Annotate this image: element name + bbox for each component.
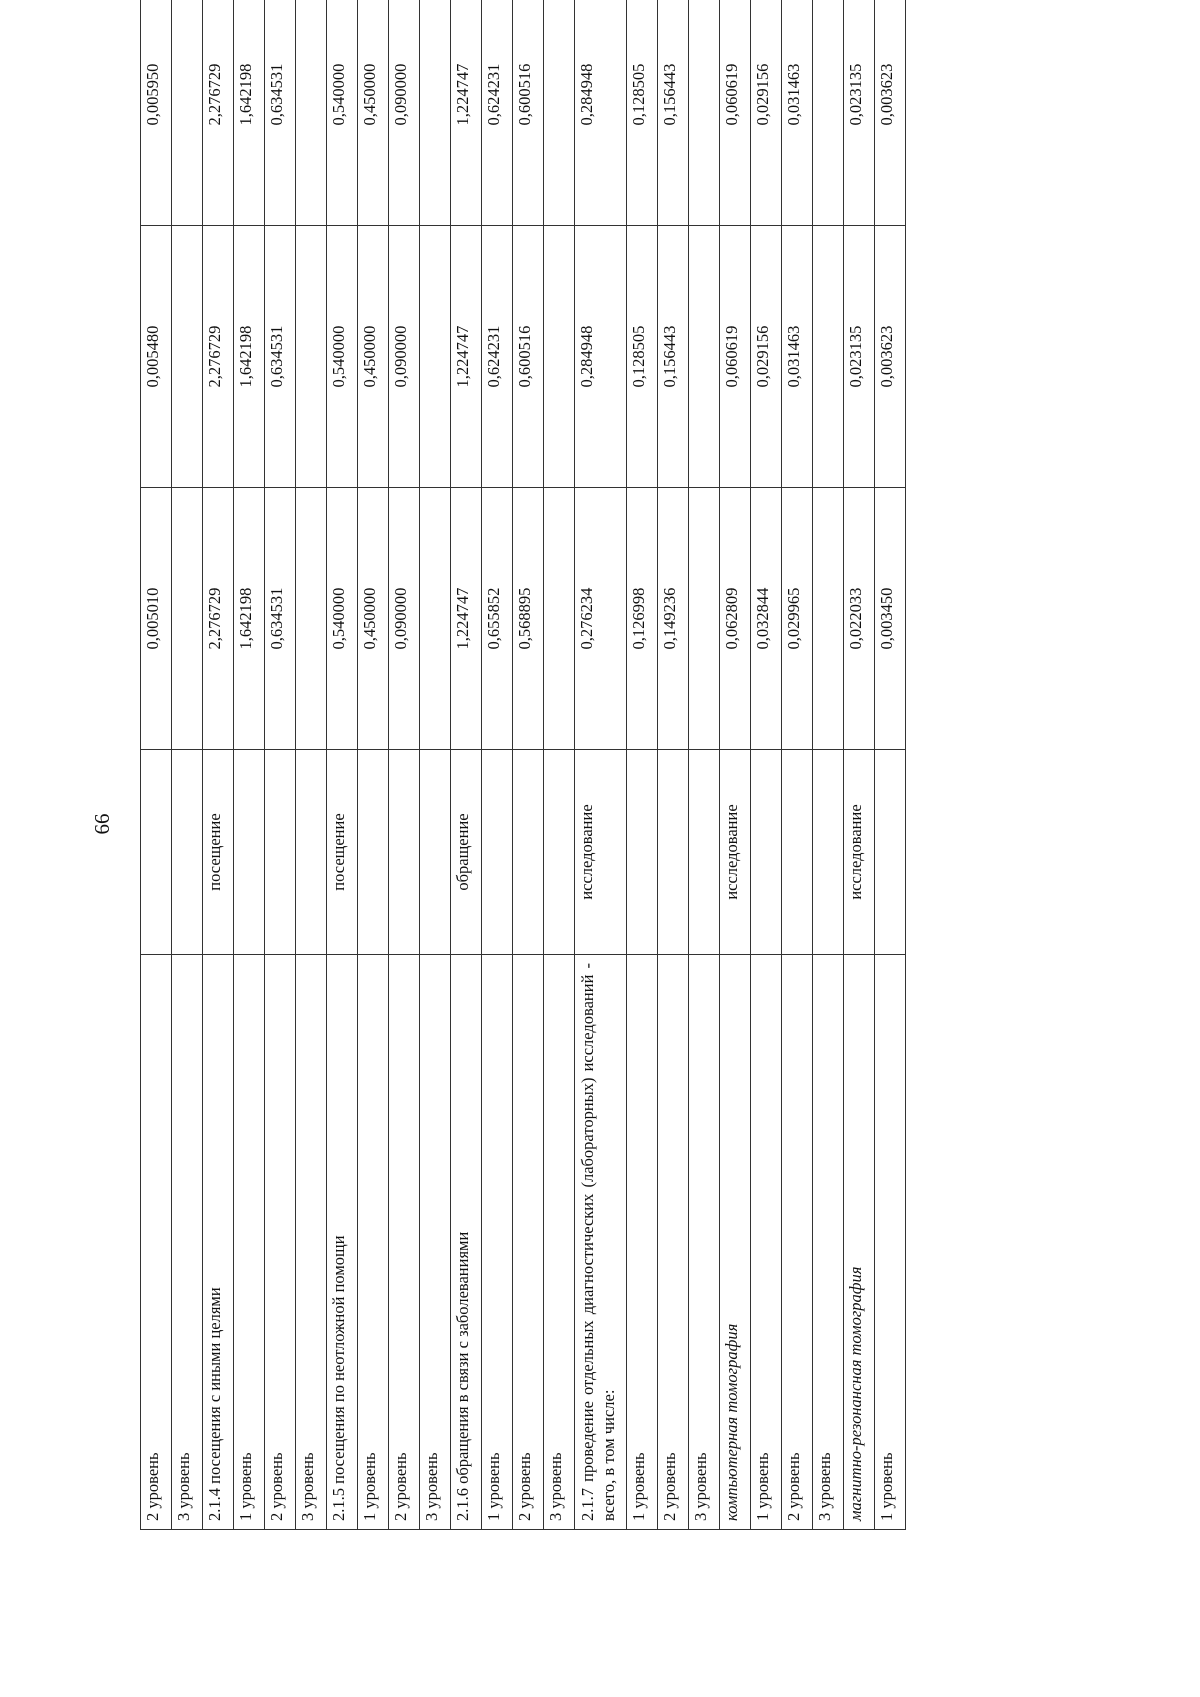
table-row (358, 0, 389, 1530)
table-row (172, 0, 203, 1530)
row-value-1-cell (172, 488, 203, 750)
row-value-2-cell (689, 226, 720, 488)
row-value-2-cell (420, 226, 451, 488)
row-unit-cell: посещение (203, 750, 234, 955)
row-value-1-cell (544, 488, 575, 750)
row-value-1-cell: 1,224747 (451, 488, 482, 750)
row-unit-cell: обращение (451, 750, 482, 955)
row-value-3-cell: 0,031463 (782, 0, 813, 226)
table-row (451, 0, 482, 1530)
table-row (327, 0, 358, 1530)
row-value-2-cell (813, 226, 844, 488)
table-row (844, 0, 875, 1530)
row-name-cell: 3 уровень (689, 955, 720, 1530)
table-row (689, 0, 720, 1530)
row-name-cell: 1 уровень (358, 955, 389, 1530)
row-value-3-cell: 0,029156 (751, 0, 782, 226)
row-unit-cell (296, 750, 327, 955)
row-name-cell: 3 уровень (544, 955, 575, 1530)
table-row (751, 0, 782, 1530)
row-value-2-cell: 0,060619 (720, 226, 751, 488)
row-value-1-cell: 0,005010 (141, 488, 172, 750)
row-unit-cell (482, 750, 513, 955)
row-unit-cell (751, 750, 782, 955)
row-value-2-cell: 0,029156 (751, 226, 782, 488)
table-row (389, 0, 420, 1530)
row-value-3-cell: 0,003623 (875, 0, 906, 226)
row-value-3-cell: 0,005950 (141, 0, 172, 226)
row-unit-cell (782, 750, 813, 955)
row-name-cell: 1 уровень (482, 955, 513, 1530)
row-value-1-cell: 0,022033 (844, 488, 875, 750)
row-value-1-cell: 0,029965 (782, 488, 813, 750)
row-value-1-cell: 0,655852 (482, 488, 513, 750)
row-value-3-cell: 0,156443 (658, 0, 689, 226)
row-value-3-cell: 0,624231 (482, 0, 513, 226)
row-value-2-cell: 0,005480 (141, 226, 172, 488)
table-row (782, 0, 813, 1530)
row-unit-cell: посещение (327, 750, 358, 955)
row-unit-cell: исследование (575, 750, 627, 955)
row-value-1-cell: 0,149236 (658, 488, 689, 750)
row-name-cell: 2 уровень (265, 955, 296, 1530)
row-value-3-cell: 0,090000 (389, 0, 420, 226)
row-value-2-cell: 0,624231 (482, 226, 513, 488)
row-name-cell: 2.1.5 посещения по неотложной помощи (327, 955, 358, 1530)
row-unit-cell (513, 750, 544, 955)
row-value-2-cell: 0,090000 (389, 226, 420, 488)
row-value-3-cell: 1,224747 (451, 0, 482, 226)
row-unit-cell (627, 750, 658, 955)
row-value-2-cell (172, 226, 203, 488)
row-name-cell: 2.1.4 посещения с иными целями (203, 955, 234, 1530)
row-value-1-cell: 0,568895 (513, 488, 544, 750)
row-value-2-cell: 0,284948 (575, 226, 627, 488)
row-value-1-cell: 0,450000 (358, 488, 389, 750)
table-row (203, 0, 234, 1530)
table-row (420, 0, 451, 1530)
row-unit-cell (658, 750, 689, 955)
table-row (813, 0, 844, 1530)
row-value-3-cell (689, 0, 720, 226)
table-row (141, 0, 172, 1530)
row-value-3-cell (296, 0, 327, 226)
row-value-1-cell: 1,642198 (234, 488, 265, 750)
table-row (265, 0, 296, 1530)
row-unit-cell (544, 750, 575, 955)
row-name-cell: 2.1.7 проведение отдельных диагностических (лабораторных) исследований - всего, в том числе: (575, 955, 627, 1530)
row-unit-cell (689, 750, 720, 955)
page-number: 66 (90, 813, 114, 835)
row-value-2-cell: 0,156443 (658, 226, 689, 488)
row-name-cell: 1 уровень (875, 955, 906, 1530)
row-value-3-cell: 0,540000 (327, 0, 358, 226)
row-value-3-cell: 0,128505 (627, 0, 658, 226)
row-value-3-cell: 0,600516 (513, 0, 544, 226)
row-value-3-cell: 0,634531 (265, 0, 296, 226)
row-value-2-cell: 1,642198 (234, 226, 265, 488)
row-value-1-cell: 0,003450 (875, 488, 906, 750)
table-row (627, 0, 658, 1530)
row-value-1-cell: 0,032844 (751, 488, 782, 750)
row-value-2-cell (544, 226, 575, 488)
row-name-cell: 2 уровень (782, 955, 813, 1530)
row-value-2-cell: 0,003623 (875, 226, 906, 488)
row-value-3-cell: 1,642198 (234, 0, 265, 226)
row-value-3-cell: 0,023135 (844, 0, 875, 226)
row-unit-cell (172, 750, 203, 955)
table-row (513, 0, 544, 1530)
row-name-cell: 2 уровень (389, 955, 420, 1530)
row-name-cell: 3 уровень (172, 955, 203, 1530)
row-value-2-cell: 0,450000 (358, 226, 389, 488)
row-value-1-cell: 0,276234 (575, 488, 627, 750)
row-name-cell: магнитно-резонансная томография (844, 955, 875, 1530)
row-value-1-cell (689, 488, 720, 750)
row-value-1-cell (296, 488, 327, 750)
row-unit-cell: исследование (720, 750, 751, 955)
row-unit-cell (420, 750, 451, 955)
row-unit-cell (813, 750, 844, 955)
row-value-1-cell: 0,634531 (265, 488, 296, 750)
row-value-2-cell (296, 226, 327, 488)
table-row (575, 0, 627, 1530)
row-name-cell: 3 уровень (420, 955, 451, 1530)
table-body (141, 0, 906, 1530)
row-value-3-cell (813, 0, 844, 226)
row-unit-cell: исследование (844, 750, 875, 955)
table-row (658, 0, 689, 1530)
row-value-1-cell: 2,276729 (203, 488, 234, 750)
row-name-cell: 2 уровень (658, 955, 689, 1530)
row-unit-cell (265, 750, 296, 955)
row-name-cell: 2 уровень (513, 955, 544, 1530)
row-value-2-cell: 0,128505 (627, 226, 658, 488)
row-name-cell: 2.1.6 обращения в связи с заболеваниями (451, 955, 482, 1530)
row-name-cell: компьютерная томография (720, 955, 751, 1530)
row-value-3-cell (172, 0, 203, 226)
table-row (720, 0, 751, 1530)
row-value-2-cell: 2,276729 (203, 226, 234, 488)
row-value-2-cell: 0,600516 (513, 226, 544, 488)
row-unit-cell (234, 750, 265, 955)
row-unit-cell (141, 750, 172, 955)
row-name-cell: 3 уровень (296, 955, 327, 1530)
table-row (544, 0, 575, 1530)
row-name-cell: 1 уровень (751, 955, 782, 1530)
row-value-1-cell: 0,090000 (389, 488, 420, 750)
row-value-2-cell: 0,634531 (265, 226, 296, 488)
row-unit-cell (389, 750, 420, 955)
row-unit-cell (875, 750, 906, 955)
row-unit-cell (358, 750, 389, 955)
row-value-2-cell: 0,023135 (844, 226, 875, 488)
table-row (296, 0, 327, 1530)
table-row (482, 0, 513, 1530)
volume-norms-table (140, 0, 906, 1530)
table-row (875, 0, 906, 1530)
row-value-2-cell: 0,031463 (782, 226, 813, 488)
row-value-3-cell (544, 0, 575, 226)
row-value-1-cell: 0,540000 (327, 488, 358, 750)
row-value-1-cell: 0,126998 (627, 488, 658, 750)
row-name-cell: 1 уровень (627, 955, 658, 1530)
row-value-2-cell: 1,224747 (451, 226, 482, 488)
row-value-3-cell (420, 0, 451, 226)
table-row (234, 0, 265, 1530)
row-name-cell: 1 уровень (234, 955, 265, 1530)
row-value-3-cell: 0,450000 (358, 0, 389, 226)
row-name-cell: 3 уровень (813, 955, 844, 1530)
row-value-1-cell: 0,062809 (720, 488, 751, 750)
rotated-table-sheet (140, 0, 1020, 1530)
row-name-cell: 2 уровень (141, 955, 172, 1530)
row-value-3-cell: 2,276729 (203, 0, 234, 226)
row-value-3-cell: 0,284948 (575, 0, 627, 226)
row-value-3-cell: 0,060619 (720, 0, 751, 226)
row-value-1-cell (813, 488, 844, 750)
row-value-1-cell (420, 488, 451, 750)
row-value-2-cell: 0,540000 (327, 226, 358, 488)
